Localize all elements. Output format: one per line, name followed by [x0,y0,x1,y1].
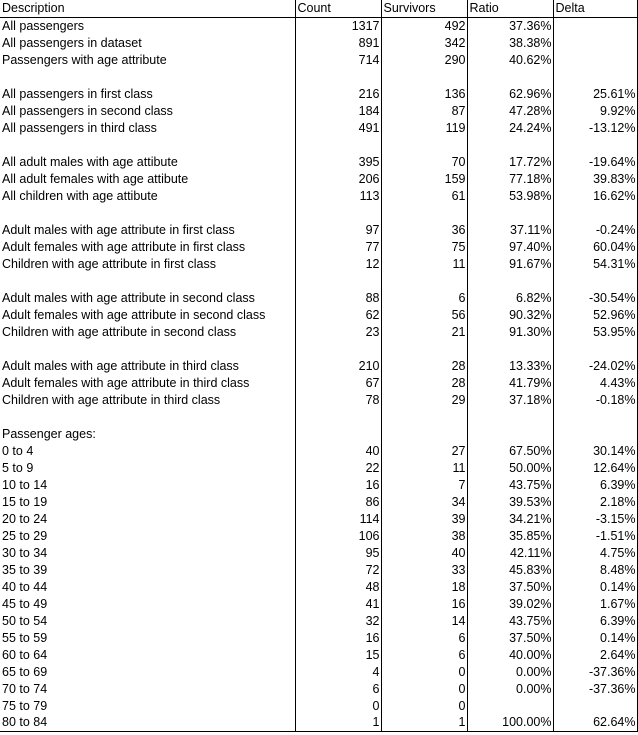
cell-ratio[interactable]: 6.82% [467,289,553,306]
cell-ratio[interactable]: 39.53% [467,493,553,510]
cell-ratio[interactable]: 43.75% [467,476,553,493]
cell-delta[interactable]: 2.64% [553,646,637,663]
cell-ratio[interactable]: 97.40% [467,238,553,255]
cell-delta[interactable]: -1.51% [553,527,637,544]
cell-count[interactable]: 41 [295,595,381,612]
cell-delta[interactable]: 54.31% [553,255,637,272]
cell-survivors[interactable]: 21 [381,323,467,340]
cell-survivors[interactable]: 28 [381,374,467,391]
table-row [0,136,637,153]
table-row [0,170,637,187]
cell-description[interactable]: 30 to 34 [0,544,295,561]
cell-delta[interactable]: -37.36% [553,680,637,697]
cell-description[interactable]: Children with age attribute in first class [0,255,295,272]
cell-description[interactable]: 10 to 14 [0,476,295,493]
cell-ratio[interactable]: 38.38% [467,34,553,51]
cell-ratio[interactable]: 100.00% [467,714,553,731]
cell-count[interactable] [295,204,381,221]
cell-survivors[interactable]: 29 [381,391,467,408]
table-row [0,408,637,425]
cell-survivors[interactable]: 16 [381,595,467,612]
cell-count[interactable]: 106 [295,527,381,544]
table-row [0,323,637,340]
table-body [0,17,637,731]
cell-description[interactable] [0,272,295,289]
cell-ratio[interactable] [467,204,553,221]
cell-survivors[interactable]: 11 [381,255,467,272]
table-row [0,68,637,85]
cell-ratio[interactable]: 13.33% [467,357,553,374]
cell-count[interactable]: 16 [295,629,381,646]
cell-count[interactable]: 22 [295,459,381,476]
table-row [0,663,637,680]
cell-count[interactable]: 62 [295,306,381,323]
header-description[interactable]: Description [0,0,295,17]
cell-description[interactable]: All passengers in dataset [0,34,295,51]
cell-survivors[interactable]: 11 [381,459,467,476]
cell-count[interactable]: 72 [295,561,381,578]
cell-survivors[interactable] [381,340,467,357]
cell-survivors[interactable]: 33 [381,561,467,578]
cell-delta[interactable]: 4.43% [553,374,637,391]
cell-description[interactable]: All children with age attibute [0,187,295,204]
cell-delta[interactable]: 30.14% [553,442,637,459]
cell-ratio[interactable] [467,68,553,85]
cell-survivors[interactable]: 36 [381,221,467,238]
cell-ratio[interactable]: 40.00% [467,646,553,663]
cell-ratio[interactable]: 91.30% [467,323,553,340]
cell-survivors[interactable]: 0 [381,663,467,680]
cell-description[interactable]: Adult males with age attribute in third class [0,357,295,374]
table-row [0,51,637,68]
cell-description[interactable]: 75 to 79 [0,697,295,714]
cell-survivors[interactable] [381,204,467,221]
table-row [0,17,637,34]
cell-ratio[interactable]: 37.11% [467,221,553,238]
cell-delta[interactable]: 8.48% [553,561,637,578]
cell-count[interactable]: 15 [295,646,381,663]
cell-ratio[interactable]: 43.75% [467,612,553,629]
table-row [0,85,637,102]
cell-delta[interactable]: 52.96% [553,306,637,323]
cell-delta[interactable]: 1.67% [553,595,637,612]
cell-delta[interactable]: 6.39% [553,612,637,629]
cell-delta[interactable]: 62.64% [553,714,637,731]
cell-delta[interactable] [553,425,637,442]
table-row [0,272,637,289]
cell-ratio[interactable]: 24.24% [467,119,553,136]
cell-description[interactable]: 50 to 54 [0,612,295,629]
table-row [0,714,637,731]
cell-description[interactable]: Adult females with age attribute in third class [0,374,295,391]
cell-ratio[interactable]: 39.02% [467,595,553,612]
cell-survivors[interactable]: 87 [381,102,467,119]
cell-delta[interactable]: -0.18% [553,391,637,408]
cell-ratio[interactable] [467,272,553,289]
cell-delta[interactable] [553,17,637,34]
table-row [0,255,637,272]
cell-count[interactable]: 88 [295,289,381,306]
cell-delta[interactable]: -3.15% [553,510,637,527]
cell-count[interactable]: 95 [295,544,381,561]
cell-count[interactable]: 1317 [295,17,381,34]
cell-delta[interactable]: 12.64% [553,459,637,476]
cell-description[interactable]: 60 to 64 [0,646,295,663]
cell-description[interactable]: 20 to 24 [0,510,295,527]
cell-ratio[interactable]: 91.67% [467,255,553,272]
cell-count[interactable]: 67 [295,374,381,391]
cell-ratio[interactable]: 37.50% [467,629,553,646]
cell-delta[interactable] [553,204,637,221]
cell-count[interactable]: 48 [295,578,381,595]
cell-delta[interactable]: 2.18% [553,493,637,510]
cell-description[interactable]: 25 to 29 [0,527,295,544]
cell-ratio[interactable]: 53.98% [467,187,553,204]
cell-survivors[interactable]: 7 [381,476,467,493]
cell-delta[interactable] [553,68,637,85]
cell-survivors[interactable]: 6 [381,646,467,663]
cell-survivors[interactable]: 119 [381,119,467,136]
cell-count[interactable]: 4 [295,663,381,680]
cell-description[interactable] [0,68,295,85]
table-row [0,374,637,391]
cell-survivors[interactable]: 38 [381,527,467,544]
cell-ratio[interactable] [467,697,553,714]
cell-survivors[interactable]: 14 [381,612,467,629]
cell-survivors[interactable]: 1 [381,714,467,731]
header-count[interactable]: Count [295,0,381,17]
cell-count[interactable]: 491 [295,119,381,136]
table-row [0,680,637,697]
cell-description[interactable]: Passenger ages: [0,425,295,442]
cell-delta[interactable]: -0.24% [553,221,637,238]
table-row [0,119,637,136]
cell-count[interactable]: 206 [295,170,381,187]
header-delta[interactable]: Delta [553,0,637,17]
cell-survivors[interactable]: 27 [381,442,467,459]
cell-delta[interactable]: 0.14% [553,578,637,595]
cell-description[interactable]: Adult females with age attribute in first class [0,238,295,255]
cell-count[interactable] [295,408,381,425]
cell-survivors[interactable]: 40 [381,544,467,561]
cell-count[interactable]: 891 [295,34,381,51]
table-row [0,34,637,51]
table-row [0,187,637,204]
cell-count[interactable]: 32 [295,612,381,629]
cell-survivors[interactable]: 61 [381,187,467,204]
header-ratio[interactable]: Ratio [467,0,553,17]
table-row [0,204,637,221]
table-row [0,221,637,238]
cell-ratio[interactable]: 45.83% [467,561,553,578]
table-row [0,102,637,119]
cell-description[interactable]: Passengers with age attribute [0,51,295,68]
table-row [0,442,637,459]
cell-description[interactable]: 40 to 44 [0,578,295,595]
cell-description[interactable]: Adult males with age attribute in first class [0,221,295,238]
cell-delta[interactable] [553,408,637,425]
cell-survivors[interactable] [381,425,467,442]
cell-delta[interactable]: -19.64% [553,153,637,170]
cell-ratio[interactable]: 37.36% [467,17,553,34]
table-row [0,646,637,663]
cell-delta[interactable]: 39.83% [553,170,637,187]
cell-description[interactable]: All adult females with age attibute [0,170,295,187]
cell-delta[interactable]: 25.61% [553,85,637,102]
cell-delta[interactable]: 4.75% [553,544,637,561]
table-row [0,357,637,374]
cell-survivors[interactable] [381,408,467,425]
cell-ratio[interactable]: 34.21% [467,510,553,527]
cell-description[interactable]: All passengers in third class [0,119,295,136]
cell-count[interactable]: 113 [295,187,381,204]
cell-delta[interactable]: 6.39% [553,476,637,493]
table-row [0,476,637,493]
cell-ratio[interactable]: 62.96% [467,85,553,102]
cell-count[interactable]: 12 [295,255,381,272]
cell-description[interactable]: 15 to 19 [0,493,295,510]
cell-count[interactable] [295,340,381,357]
cell-description[interactable] [0,340,295,357]
table-row [0,527,637,544]
cell-delta[interactable]: 60.04% [553,238,637,255]
cell-delta[interactable]: 9.92% [553,102,637,119]
cell-ratio[interactable]: 67.50% [467,442,553,459]
cell-delta[interactable] [553,136,637,153]
cell-count[interactable]: 77 [295,238,381,255]
table-row [0,425,637,442]
cell-ratio[interactable]: 0.00% [467,680,553,697]
cell-ratio[interactable]: 37.18% [467,391,553,408]
cell-delta[interactable]: -30.54% [553,289,637,306]
cell-survivors[interactable]: 0 [381,680,467,697]
cell-count[interactable] [295,68,381,85]
cell-delta[interactable]: 53.95% [553,323,637,340]
cell-survivors[interactable]: 290 [381,51,467,68]
cell-count[interactable]: 395 [295,153,381,170]
cell-survivors[interactable] [381,136,467,153]
cell-survivors[interactable]: 70 [381,153,467,170]
cell-ratio[interactable]: 17.72% [467,153,553,170]
cell-ratio[interactable] [467,408,553,425]
cell-ratio[interactable]: 40.62% [467,51,553,68]
table-row [0,697,637,714]
cell-count[interactable]: 97 [295,221,381,238]
cell-count[interactable]: 114 [295,510,381,527]
cell-survivors[interactable]: 28 [381,357,467,374]
cell-survivors[interactable]: 34 [381,493,467,510]
cell-survivors[interactable]: 342 [381,34,467,51]
cell-ratio[interactable]: 90.32% [467,306,553,323]
cell-survivors[interactable] [381,68,467,85]
cell-count[interactable] [295,136,381,153]
header-survivors[interactable]: Survivors [381,0,467,17]
cell-count[interactable]: 0 [295,697,381,714]
cell-count[interactable]: 184 [295,102,381,119]
cell-count[interactable]: 216 [295,85,381,102]
cell-survivors[interactable]: 56 [381,306,467,323]
cell-ratio[interactable] [467,340,553,357]
cell-description[interactable]: 55 to 59 [0,629,295,646]
cell-description[interactable]: All adult males with age attibute [0,153,295,170]
cell-delta[interactable]: -13.12% [553,119,637,136]
cell-delta[interactable]: 0.14% [553,629,637,646]
cell-ratio[interactable]: 0.00% [467,663,553,680]
cell-description[interactable]: 45 to 49 [0,595,295,612]
cell-survivors[interactable]: 159 [381,170,467,187]
cell-survivors[interactable]: 18 [381,578,467,595]
cell-count[interactable]: 6 [295,680,381,697]
table-row [0,340,637,357]
cell-description[interactable]: Adult females with age attribute in second class [0,306,295,323]
table-row [0,544,637,561]
table-row [0,629,637,646]
table-row [0,238,637,255]
cell-ratio[interactable]: 50.00% [467,459,553,476]
cell-delta[interactable] [553,272,637,289]
cell-description[interactable]: 0 to 4 [0,442,295,459]
header-row [0,0,637,17]
cell-description[interactable]: Children with age attribute in third class [0,391,295,408]
cell-ratio[interactable] [467,136,553,153]
cell-description[interactable]: 80 to 84 [0,714,295,731]
cell-survivors[interactable]: 6 [381,289,467,306]
table-row [0,510,637,527]
cell-ratio[interactable]: 42.11% [467,544,553,561]
cell-count[interactable]: 86 [295,493,381,510]
cell-count[interactable]: 23 [295,323,381,340]
cell-ratio[interactable]: 77.18% [467,170,553,187]
cell-delta[interactable] [553,34,637,51]
cell-count[interactable]: 714 [295,51,381,68]
cell-description[interactable]: 35 to 39 [0,561,295,578]
cell-description[interactable]: All passengers in first class [0,85,295,102]
table-row [0,153,637,170]
table-row [0,595,637,612]
cell-delta[interactable] [553,697,637,714]
cell-count[interactable]: 40 [295,442,381,459]
cell-delta[interactable]: -37.36% [553,663,637,680]
cell-description[interactable]: Adult males with age attribute in second class [0,289,295,306]
cell-survivors[interactable]: 6 [381,629,467,646]
cell-description[interactable]: Children with age attribute in second class [0,323,295,340]
cell-delta[interactable]: -24.02% [553,357,637,374]
cell-survivors[interactable]: 75 [381,238,467,255]
cell-ratio[interactable]: 47.28% [467,102,553,119]
cell-description[interactable]: All passengers [0,17,295,34]
cell-ratio[interactable]: 41.79% [467,374,553,391]
cell-count[interactable]: 16 [295,476,381,493]
cell-ratio[interactable] [467,425,553,442]
cell-count[interactable]: 78 [295,391,381,408]
cell-count[interactable] [295,425,381,442]
cell-survivors[interactable]: 136 [381,85,467,102]
table-row [0,612,637,629]
table-row [0,306,637,323]
table-row [0,578,637,595]
table-row [0,289,637,306]
cell-survivors[interactable]: 492 [381,17,467,34]
table-row [0,459,637,476]
cell-description[interactable]: All passengers in second class [0,102,295,119]
cell-delta[interactable] [553,340,637,357]
cell-description[interactable]: 70 to 74 [0,680,295,697]
cell-description[interactable] [0,136,295,153]
cell-delta[interactable]: 16.62% [553,187,637,204]
table-row [0,493,637,510]
cell-count[interactable]: 1 [295,714,381,731]
cell-description[interactable]: 5 to 9 [0,459,295,476]
cell-description[interactable]: 65 to 69 [0,663,295,680]
cell-description[interactable] [0,408,295,425]
cell-survivors[interactable] [381,272,467,289]
table-row [0,561,637,578]
cell-ratio[interactable]: 35.85% [467,527,553,544]
cell-delta[interactable] [553,51,637,68]
cell-survivors[interactable]: 39 [381,510,467,527]
cell-survivors[interactable]: 0 [381,697,467,714]
cell-ratio[interactable]: 37.50% [467,578,553,595]
cell-count[interactable] [295,272,381,289]
cell-count[interactable]: 210 [295,357,381,374]
cell-description[interactable] [0,204,295,221]
table-row [0,391,637,408]
